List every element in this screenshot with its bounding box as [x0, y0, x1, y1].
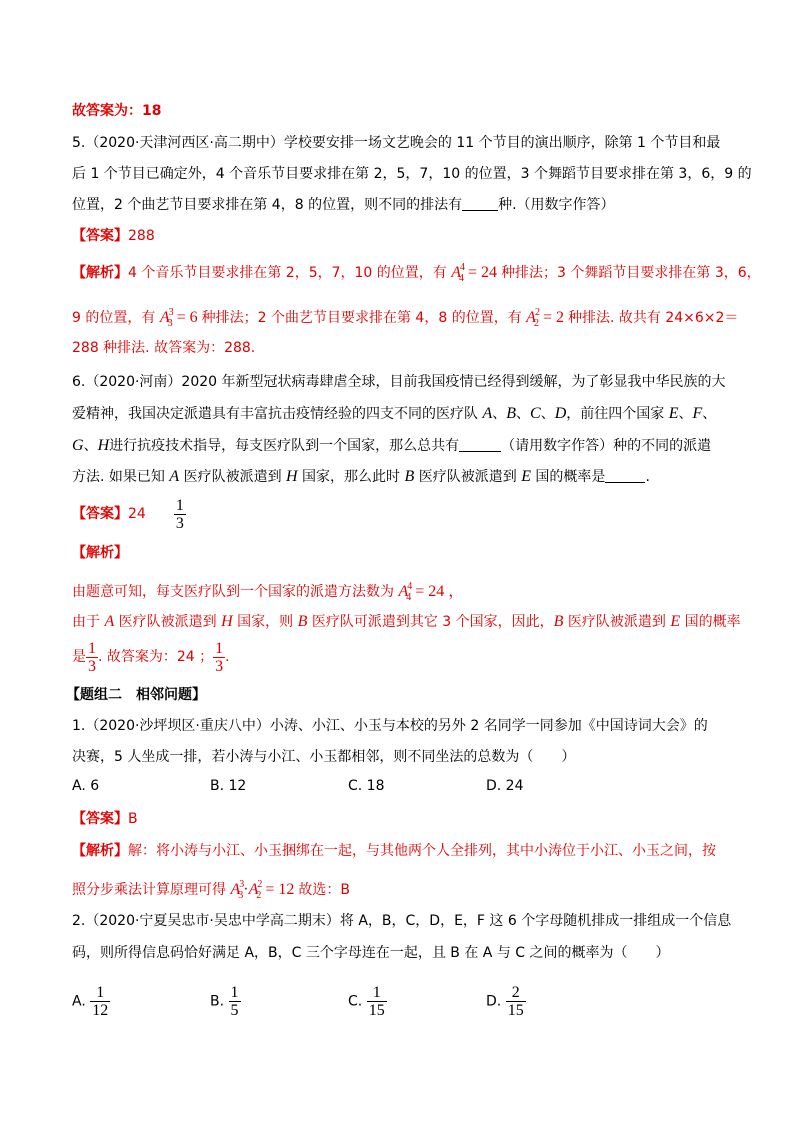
- g2q1-answer: [72, 809, 138, 829]
- text: 9 的位置，有: [72, 310, 160, 326]
- team-b: B: [553, 613, 564, 630]
- option-fraction: $\frac{2}{15}$: [507, 984, 524, 1019]
- text: 医疗队被派遣到: [114, 614, 222, 630]
- perm-formula: $A^3_3\cdot A^2_2$: [230, 879, 263, 901]
- answer-blank: [462, 196, 498, 211]
- equation: = 24: [464, 264, 502, 281]
- sep: 、: [83, 438, 98, 454]
- equation: = 2: [538, 309, 568, 326]
- sep: 、: [516, 406, 531, 422]
- perm-formula: $A^4_4$: [398, 581, 413, 603]
- country-e: E: [521, 468, 531, 485]
- answer-blank: [459, 437, 501, 452]
- team-a: A: [482, 405, 493, 422]
- text: 照分步乘法计算原理可得: [72, 882, 231, 898]
- country-h: H: [221, 613, 233, 630]
- text: 国的概率: [680, 614, 741, 630]
- country-g: G: [72, 437, 84, 454]
- text: 种排法；3 个舞蹈节目要求排在第 3，6，: [501, 265, 761, 281]
- option-fraction: $\frac{1}{12}$: [92, 984, 109, 1019]
- g2q1-option-a: A. 6: [72, 778, 100, 794]
- q5-line3a: 位置，2 个曲艺节目要求排在第 4，8 的位置，则不同的排法有: [72, 197, 463, 213]
- fraction-1-3: $\frac{1}{3}$: [88, 639, 96, 675]
- country-e: E: [670, 613, 681, 630]
- option-label: D.: [486, 993, 502, 1010]
- text: 种排法；2 个曲艺节目要求排在第 4，8 的位置，有: [201, 310, 527, 326]
- text: 4 个音乐节目要求排在第 2，5，7，10 的位置，有: [128, 265, 452, 281]
- text: 医疗队被派遣到: [414, 469, 522, 485]
- text: 国家，则: [232, 614, 298, 630]
- team-d: D: [554, 405, 567, 422]
- perm-formula: $A^4_4$: [451, 262, 466, 284]
- q5-line1: 5.（2020·天津河西区·高二期中）学校要安排一场文艺晚会的 11 个节目的演出顺序，除第 1 个节目和最: [72, 135, 721, 151]
- team-b: B: [404, 468, 415, 485]
- q6-analysis-line3: [72, 638, 230, 676]
- option-fraction: $\frac{1}{5}$: [230, 984, 239, 1019]
- q6-line2: [72, 404, 716, 424]
- g2q1-option-c: C. 18: [348, 778, 385, 794]
- text: .: [645, 469, 650, 485]
- answer-tag: 【答案】: [72, 506, 128, 522]
- analysis-tag: 【解析】: [72, 843, 128, 859]
- fraction-1-3: $\frac{1}{3}$: [215, 639, 224, 675]
- text: 解：将小涛与小江、小玉捆绑在一起，与其他两个人全排列，其中小涛位于小江、小玉之间，按: [128, 843, 716, 859]
- option-label: B.: [210, 993, 225, 1010]
- text: 国的概率是: [530, 469, 606, 485]
- country-f: F: [692, 405, 703, 422]
- q5-analysis-line3: 288 种排法. 故答案为：288.: [72, 340, 256, 356]
- q5-analysis-line2: [72, 303, 738, 334]
- text: 医疗队被派遣到: [179, 469, 287, 485]
- country-h: H: [97, 437, 110, 454]
- team-a: A: [104, 613, 115, 630]
- perm-formula: $A^3_3$: [159, 307, 174, 329]
- q5-answer: [72, 226, 155, 246]
- answer-fraction: $\frac{1}{3}$: [175, 496, 184, 532]
- text: （请用数字作答）种的不同的派遣: [501, 438, 712, 454]
- g2q2-option-d: [486, 984, 526, 1019]
- option-label: A.: [72, 993, 86, 1010]
- team-a: A: [169, 468, 180, 485]
- q6-line1: 6.（2020·河南）2020 年新型冠状病毒肆虐全球，目前我国疫情已经得到缓解，为了彰显我中华民族的大: [72, 374, 726, 390]
- text: 国家，那么此时: [297, 469, 405, 485]
- text: 爱精神，我国决定派遣具有丰富抗击疫情经验的四支不同的医疗队: [72, 406, 483, 422]
- q5-line3: [72, 195, 615, 215]
- text: 医疗队可派遣到其它 3 个国家，因此，: [307, 614, 554, 630]
- answer-value-1: 24: [128, 506, 146, 522]
- text: 方法. 如果已知: [72, 469, 170, 485]
- perm-formula: $A^2_2$: [526, 307, 540, 329]
- g2q1-analysis-line2: [72, 875, 350, 906]
- text: ，前往四个国家: [566, 406, 669, 422]
- g2q2-line2: 码，则所得信息码恰好满足 A，B，C 三个字母连在一起，且 B 在 A 与 C 之间的概率为（ ）: [72, 945, 670, 961]
- answer-tag: 【答案】: [72, 811, 128, 827]
- text: . 故答案为：24 ；: [98, 649, 214, 665]
- text: 由题意可知，每支医疗队到一个国家的派遣方法数为: [72, 584, 399, 600]
- g2q1-analysis-line1: [72, 841, 716, 861]
- q6-line3: [72, 436, 711, 456]
- team-b: B: [506, 405, 517, 422]
- g2q2-option-a: [72, 984, 110, 1019]
- text: 是: [72, 649, 86, 665]
- q5-line2: 后 1 个节目已确定外，4 个音乐节目要求排在第 2，5，7，10 的位置，3 个舞蹈节目要求排在第 3，6，9 的: [72, 166, 752, 182]
- option-fraction: $\frac{1}{15}$: [368, 984, 385, 1019]
- g2q1-option-d: D. 24: [486, 778, 524, 794]
- q5-analysis-line1: [72, 258, 761, 289]
- g2q1-line1: 1.（2020·沙坪坝区·重庆八中）小涛、小江、小玉与本校的另外 2 名同学一同参加《中国诗词大会》的: [72, 718, 708, 734]
- answer-value: 288: [128, 228, 155, 244]
- country-e: E: [668, 405, 679, 422]
- option-label: C.: [348, 993, 363, 1010]
- q6-line4: [72, 467, 650, 487]
- q6-analysis-line2: [72, 612, 741, 632]
- team-c: C: [530, 405, 541, 422]
- sep: 、: [702, 406, 717, 422]
- g2q2-option-c: [348, 984, 387, 1019]
- g2q1-option-b: B. 12: [210, 778, 247, 794]
- analysis-tag: 【解析】: [72, 265, 128, 281]
- text: 故选：B: [298, 882, 350, 898]
- equation: = 24 ，: [411, 583, 465, 600]
- answer-tag: 【答案】: [72, 228, 128, 244]
- sep: 、: [678, 406, 693, 422]
- text: 医疗队被派遣到: [563, 614, 671, 630]
- team-b: B: [297, 613, 308, 630]
- sep: 、: [540, 406, 555, 422]
- answer-blank: [605, 468, 645, 483]
- g2q2-line1: 2.（2020·宁夏吴忠市·吴忠中学高二期末）将 A，B，C，D，E，F 这 6 个字母随机排成一排组成一个信息: [72, 913, 732, 929]
- g2q2-option-b: [210, 984, 241, 1019]
- answer-value: B: [128, 811, 138, 827]
- q6-analysis-tag: 【解析】: [72, 545, 128, 561]
- prev-answer: 故答案为：18: [72, 103, 162, 119]
- g2q1-line2: 决赛，5 人坐成一排，若小涛与小江、小玉都相邻，则不同坐法的总数为（ ）: [72, 749, 576, 765]
- q6-answer: [72, 495, 186, 533]
- equation: = 6: [172, 309, 202, 326]
- q6-analysis-line1: [72, 577, 464, 608]
- sep: 、: [492, 406, 507, 422]
- q5-line3b: 种.（用数字作答）: [498, 197, 615, 213]
- text: .: [225, 649, 230, 665]
- group2-title: 【题组二 相邻问题】: [66, 687, 206, 703]
- text: 种排法. 故共有 24×6×2＝: [567, 310, 739, 326]
- country-h: H: [286, 468, 298, 485]
- equation: = 12: [261, 881, 299, 898]
- text: 进行抗疫技术指导，每支医疗队到一个国家，那么总共有: [109, 438, 460, 454]
- text: 由于: [72, 614, 105, 630]
